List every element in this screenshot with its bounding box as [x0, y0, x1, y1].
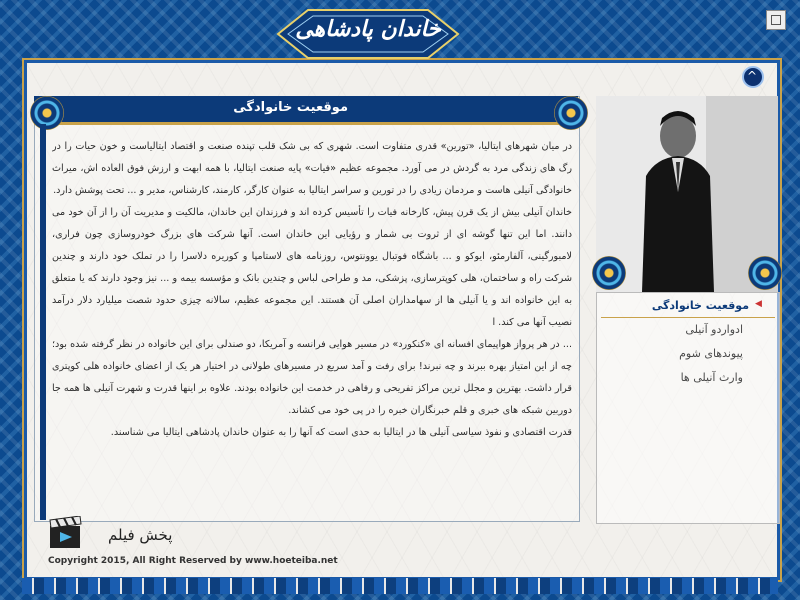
- paragraph: خاندان آنیلی بیش از یک قرن پیش، کارخانه فیات را تأسیس کرده اند و فرزندان این خاندان، مالکیت و مدیریت آن را از آن خود می دانند. اما این تنها گوشه ای از ثروت بی شمار و رؤیایی این خاندان است. آنها شرکت های بزرگ خودروسازی چون فراری، لامبورگینی، آلفارمئو، ایوکو و ... باشگاه فوتبال یوونتوس، روزنامه های لاستامپا و کوریره دلاسرا را در تملک خود دارند و چندین شرکت راه و ساختمان، هلی کوپترسازی، پزشکی، مد و طراحی لباس و چندین بانک و مؤسسه بیمه و ... نیز وجود دارند که یا متعلق به این خانواده اند و یا آنیلی ها از سهامداران اصلی آن هستند. این مجموعه عظیم، سالانه چیزی حدود شصت میلیارد دلار درآمد نصیب آنها می کند. ا: [52, 207, 572, 328]
- play-film-label: پخش فیلم: [108, 526, 173, 544]
- article-body: [52, 136, 572, 518]
- content-header-title: موقعیت خانوادگی: [233, 100, 348, 115]
- sidebar-divider: [601, 317, 775, 318]
- rosette-ornament-photo-left: [592, 256, 626, 290]
- sidebar-item-family-position[interactable]: موقعیت خانوادگی: [651, 299, 749, 312]
- clapperboard-icon: [48, 516, 84, 552]
- active-arrow-icon: ◀: [755, 299, 762, 309]
- content-scrollbar[interactable]: [40, 124, 46, 520]
- play-film-button[interactable]: [40, 512, 180, 556]
- copyright-text: Copyright 2015, All Right Reserved by www.hoeteiba.net: [48, 556, 338, 566]
- rosette-ornament-right: [554, 96, 588, 130]
- scroll-up-button[interactable]: [742, 66, 764, 88]
- page-title: خاندان پادشاهی: [295, 16, 441, 42]
- sidebar-item-ominous-ties[interactable]: پیوندهای شوم: [679, 347, 743, 360]
- content-header-bar: [34, 96, 578, 125]
- paragraph: ... در هر پرواز هواپیمای افسانه ای «کنکورد» در مسیر هوایی فرانسه و آمریکا، دو صندلی برای این خانواده در نظر گرفته شده بود؛ چه از این امتیاز بهره ببرند و چه نبرند! برای رفت و آمد سریع در مسیرهای طولانی در اختیار هر یک از اعضای خانواده هلی کوپتری قرار داشت. بهترین و مجلل ترین مراکز تفریحی و رفاهی در خدمت این خانواده بودند. علاوه بر اینها قدرت و شهرت آنیلی ها همه جا دوربین شبکه های خبری و قلم خبرنگاران خبره را در پی خود می کشاند.: [52, 339, 572, 416]
- paragraph: در میان شهرهای ایتالیا، «تورین» قدری متفاوت است. شهری که بی شک قلب تپنده صنعت و اقتصاد ایتالیاست و خون حیات را در رگ های زندگی مرد به گردش در می آورد. مجموعه عظیم «فیات» پایه صنعت ایتالیا، با همه ابهت و ارزش فوق العاده اش، میراث خانوادگی آنیلی هاست و مردمان زیادی را در تورین و سراسر ایتالیا به عنوان کارگر، کارمند، کارشناس، مدیر و ... تحت پوشش دارد.: [52, 141, 572, 196]
- sidebar-menu: [596, 292, 780, 524]
- title-holder: [268, 4, 468, 64]
- rosette-ornament-left: [30, 96, 64, 130]
- bottom-border-strip: [22, 578, 778, 594]
- sidebar-item-edoardo[interactable]: ادواردو آنیلی: [685, 323, 743, 336]
- fullscreen-button[interactable]: [766, 10, 786, 30]
- chevron-up-icon: ^: [747, 69, 758, 83]
- rosette-ornament-photo-right: [748, 256, 782, 290]
- sidebar-item-heir[interactable]: وارث آنیلی ها: [680, 371, 743, 384]
- paragraph: قدرت اقتصادی و نفوذ سیاسی آنیلی ها در ایتالیا به حدی است که آنها را به عنوان خاندان پادشاهی ایتالیا می شناسند.: [110, 427, 572, 438]
